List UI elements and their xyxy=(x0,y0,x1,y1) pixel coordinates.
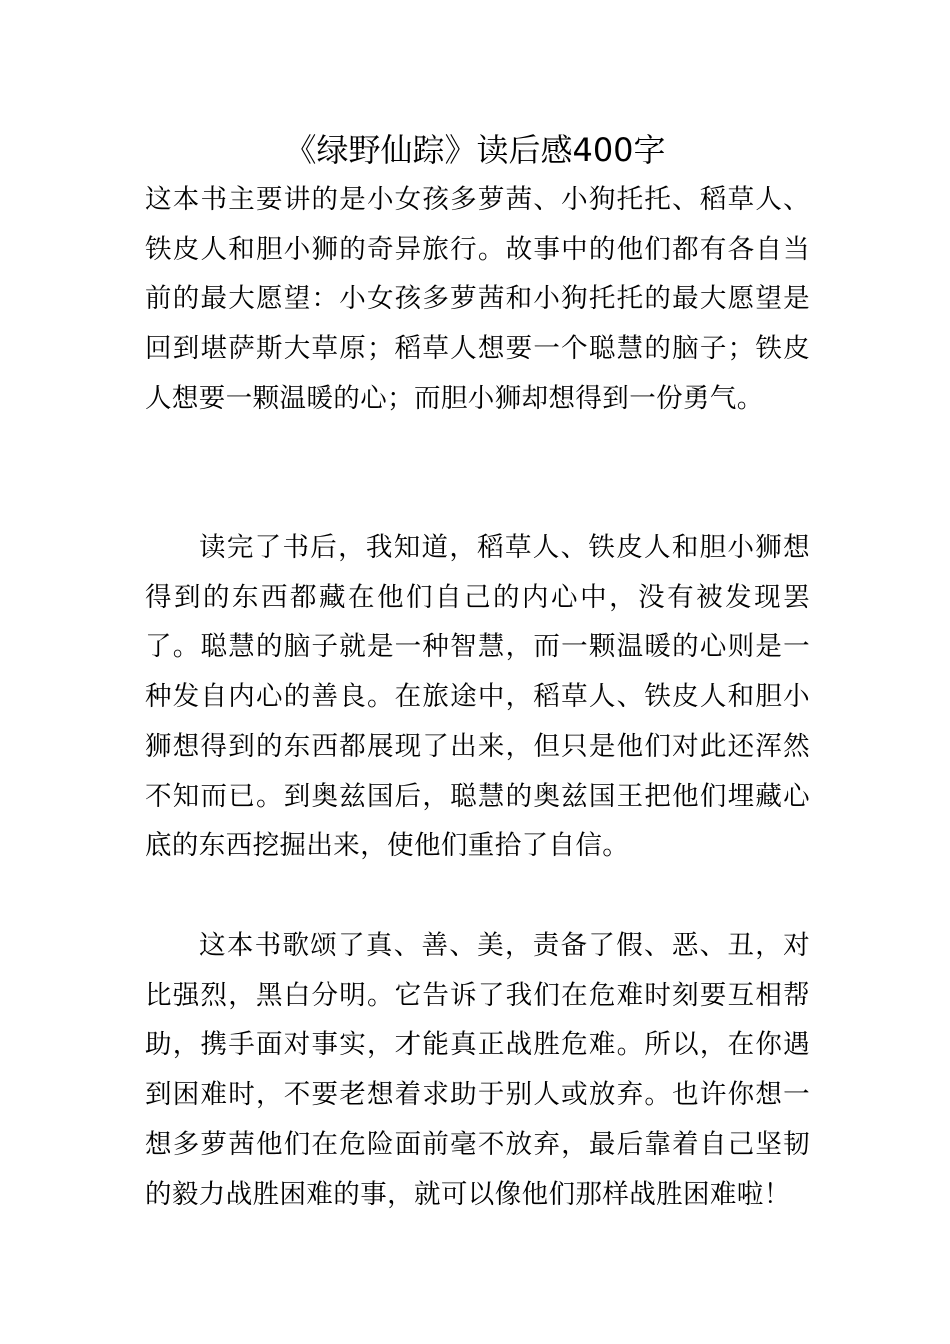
paragraph-3: 这本书歌颂了真、善、美，责备了假、恶、丑，对比强烈，黑白分明。它告诉了我们在危难时刻要互相帮助，携手面对事实，才能真正战胜危难。所以，在你遇到困难时，不要老想着求助于别人或放弃。也许你想一想多萝茜他们在危险面前毫不放弃，最后靠着自己坚韧的毅力战胜困难的事，就可以像他们那样战胜困难啦！ xyxy=(145,930,810,1210)
document-title: 《绿野仙踪》读后感400字 xyxy=(284,131,666,169)
paragraph-2: 读完了书后，我知道，稻草人、铁皮人和胆小狮想得到的东西都藏在他们自己的内心中，没有被发现罢了。聪慧的脑子就是一种智慧，而一颗温暖的心则是一种发自内心的善良。在旅途中，稻草人、铁皮人和胆小狮想得到的东西都展现了出来，但只是他们对此还浑然不知而已。到奥兹国后，聪慧的奥兹国王把他们埋藏心底的东西挖掘出来，使他们重拾了自信。 xyxy=(145,532,810,862)
paragraph-1: 这本书主要讲的是小女孩多萝茜、小狗托托、稻草人、铁皮人和胆小狮的奇异旅行。故事中的他们都有各自当前的最大愿望：小女孩多萝茜和小狗托托的最大愿望是回到堪萨斯大草原；稻草人想要一个聪慧的脑子；铁皮人想要一颗温暖的心；而胆小狮却想得到一份勇气。 xyxy=(145,184,810,414)
